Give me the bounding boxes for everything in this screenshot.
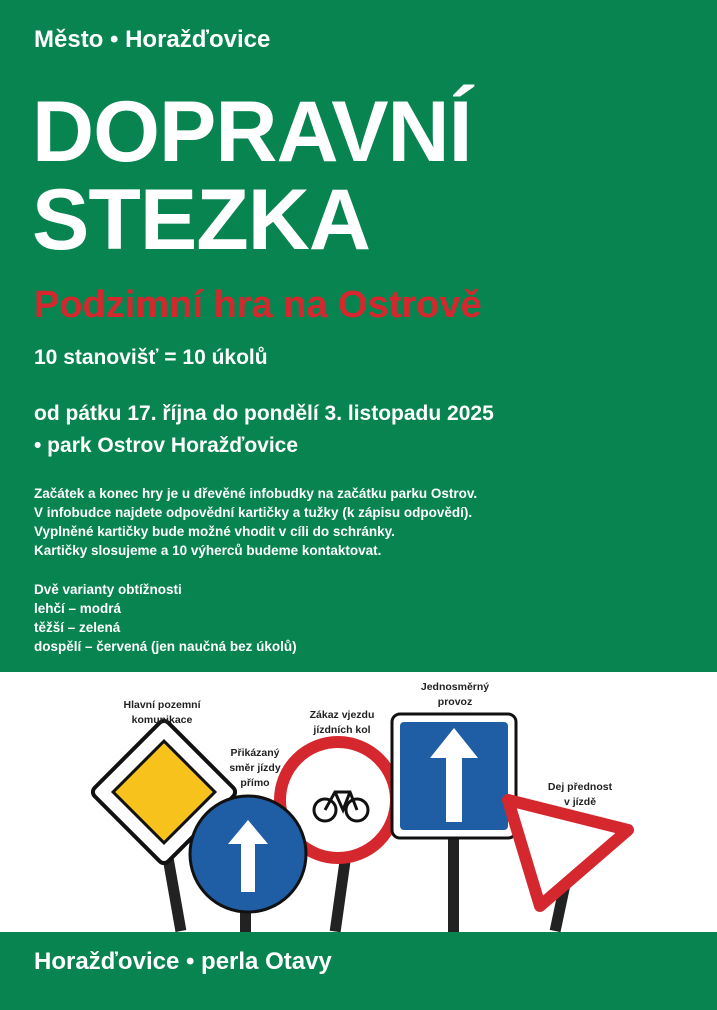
event-place: • park Ostrov Horažďovice	[34, 434, 299, 457]
label-line: směr jízdy	[229, 762, 281, 774]
label-one-way	[405, 680, 505, 710]
mandatory-straight-sign	[190, 796, 306, 912]
info-line: Začátek a konec hry je u dřevěné infobudky na začátku parku Ostrov.	[34, 486, 478, 501]
label-main-road	[112, 698, 212, 728]
difficulty-block	[34, 580, 297, 656]
title-line-1: DOPRAVNÍ	[32, 84, 472, 180]
traffic-signs-illustration	[0, 672, 717, 932]
label-mandatory	[210, 746, 300, 791]
town-name: Město • Horažďovice	[34, 26, 271, 53]
label-line: přímo	[240, 777, 270, 789]
info-line: Vyplněné kartičky bude možné vhodit v cíli do schránky.	[34, 524, 395, 539]
label-line: komunikace	[131, 714, 193, 726]
event-dates: od pátku 17. října do pondělí 3. listopadu 2025	[34, 402, 494, 425]
difficulty-heading: Dvě varianty obtížnosti	[34, 582, 182, 597]
label-line: Jednosměrný	[420, 681, 490, 693]
difficulty-item: dospělí – červená (jen naučná bez úkolů)	[34, 639, 297, 654]
poster-title	[32, 84, 472, 268]
difficulty-item: lehčí – modrá	[34, 601, 122, 616]
label-line: v jízdě	[563, 796, 597, 808]
info-line: V infobudce najdete odpovědní kartičky a tužky (k zápisu odpovědí).	[34, 505, 473, 520]
stations-count: 10 stanovišť = 10 úkolů	[34, 346, 268, 369]
info-line: Kartičky slosujeme a 10 výherců budeme kontaktovat.	[34, 543, 382, 558]
info-block	[34, 484, 477, 560]
label-no-bikes	[292, 708, 392, 738]
label-give-way	[530, 780, 630, 810]
label-line: Přikázaný	[230, 747, 280, 759]
subtitle: Podzimní hra na Ostrově	[34, 284, 482, 326]
label-line: provoz	[437, 696, 473, 708]
title-line-2: STEZKA	[32, 172, 370, 268]
label-line: Dej přednost	[547, 781, 613, 793]
label-line: Hlavní pozemní	[123, 699, 201, 711]
difficulty-item: těžší – zelená	[34, 620, 121, 635]
one-way-sign	[392, 714, 516, 838]
pole	[448, 832, 459, 932]
label-line: jízdních kol	[313, 724, 371, 736]
footer-slogan: Horažďovice • perla Otavy	[34, 948, 332, 975]
label-line: Zákaz vjezdu	[309, 709, 375, 721]
